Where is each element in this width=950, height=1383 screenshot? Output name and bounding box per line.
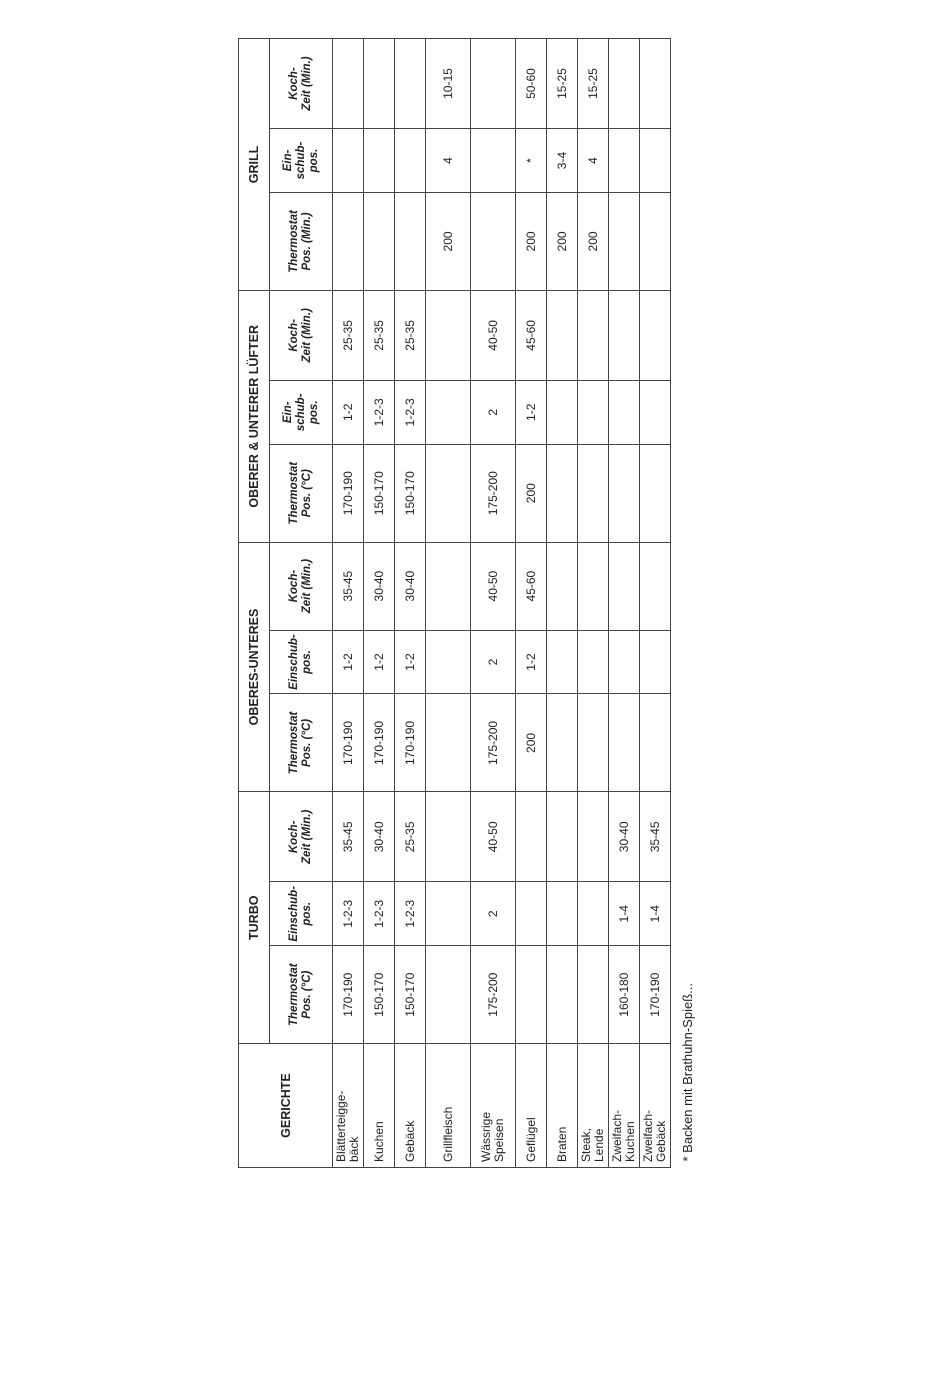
table-cell	[426, 542, 471, 630]
table-row	[547, 39, 578, 1168]
table-cell	[395, 129, 426, 193]
table-cell	[640, 39, 671, 129]
table-cell	[547, 792, 578, 882]
table-row	[426, 39, 471, 1168]
table-cell	[640, 694, 671, 792]
table-cell: 1-2-3	[364, 882, 395, 946]
oberes-unteres-einschub-header: Einschub- pos.	[270, 630, 333, 694]
cooking-table	[238, 38, 703, 1168]
dish-name-cell: Blätterteigge- bäck	[333, 1044, 364, 1168]
oberes-unteres-kochzeit-header: Koch- Zeit (Min.)	[270, 542, 333, 630]
table-cell	[426, 882, 471, 946]
table-cell	[578, 694, 609, 792]
table-cell: 1-2-3	[364, 380, 395, 444]
table-cell	[426, 792, 471, 882]
table-cell	[609, 542, 640, 630]
table-cell	[547, 380, 578, 444]
group-luefter: OBERER & UNTERER LÜFTER	[239, 290, 270, 542]
table-cell: 1-2	[333, 630, 364, 694]
luefter-thermostat-header: Thermostat Pos. (°C)	[270, 444, 333, 542]
dish-name-cell: Zweifach- Gebäck	[640, 1044, 671, 1168]
table-cell	[547, 946, 578, 1044]
table-row	[395, 39, 426, 1168]
table-cell	[333, 193, 364, 291]
table-cell	[471, 193, 516, 291]
turbo-thermostat-header: Thermostat Pos. (°C)	[270, 946, 333, 1044]
table-cell: 1-2	[516, 380, 547, 444]
table-cell	[640, 290, 671, 380]
table-cell	[609, 380, 640, 444]
table-cell: 2	[471, 882, 516, 946]
table-cell	[578, 946, 609, 1044]
table-cell: 170-190	[333, 946, 364, 1044]
dish-name-cell: Steak, Lende	[578, 1044, 609, 1168]
table-cell: 1-2	[364, 630, 395, 694]
table-cell	[547, 694, 578, 792]
group-header-row	[239, 39, 270, 1168]
table-cell	[395, 193, 426, 291]
table-cell: 150-170	[364, 946, 395, 1044]
table-cell: 1-2-3	[395, 882, 426, 946]
oberes-unteres-thermostat-header: Thermostat Pos. (°C)	[270, 694, 333, 792]
grill-einschub-header: Ein- schub- pos.	[270, 129, 333, 193]
table-cell: 40-50	[471, 290, 516, 380]
group-grill: GRILL	[239, 39, 270, 291]
table-cell: 150-170	[395, 444, 426, 542]
table-cell	[426, 290, 471, 380]
table-cell	[578, 380, 609, 444]
table-cell	[364, 129, 395, 193]
footnote-row	[671, 39, 704, 1168]
table-cell: 1-2-3	[333, 882, 364, 946]
table-cell	[578, 630, 609, 694]
table-cell: 15-25	[578, 39, 609, 129]
table-cell: 200	[426, 193, 471, 291]
turbo-kochzeit-header: Koch- Zeit (Min.)	[270, 792, 333, 882]
table-cell: 1-2-3	[395, 380, 426, 444]
table-cell: 25-35	[395, 792, 426, 882]
rotated-table-wrapper	[238, 38, 728, 1168]
table-cell	[364, 39, 395, 129]
table-cell	[333, 39, 364, 129]
table-cell: 30-40	[609, 792, 640, 882]
table-cell	[578, 444, 609, 542]
table-cell: 30-40	[364, 792, 395, 882]
turbo-einschub-header: Einschub- pos.	[270, 882, 333, 946]
sub-header-row	[270, 39, 333, 1168]
footnote: * Backen mit Brathuhn-Spieß...	[671, 39, 704, 1168]
table-cell: 35-45	[333, 542, 364, 630]
table-cell	[609, 193, 640, 291]
table-cell	[364, 193, 395, 291]
luefter-einschub-header: Ein- schub- pos.	[270, 380, 333, 444]
group-turbo: TURBO	[239, 792, 270, 1044]
table-cell: 25-35	[333, 290, 364, 380]
table-cell	[395, 39, 426, 129]
group-oberes-unteres: OBERES-UNTERES	[239, 542, 270, 792]
table-cell: 30-40	[395, 542, 426, 630]
table-cell	[426, 694, 471, 792]
table-cell	[516, 882, 547, 946]
table-cell	[426, 946, 471, 1044]
table-cell	[426, 444, 471, 542]
table-cell	[578, 882, 609, 946]
table-row	[333, 39, 364, 1168]
table-cell	[609, 290, 640, 380]
table-cell	[640, 129, 671, 193]
table-cell	[547, 542, 578, 630]
table-cell	[640, 542, 671, 630]
table-cell: 2	[471, 630, 516, 694]
table-cell	[471, 39, 516, 129]
gerichte-header: GERICHTE	[239, 1044, 333, 1168]
table-cell	[640, 193, 671, 291]
table-cell: 25-35	[364, 290, 395, 380]
table-cell	[547, 882, 578, 946]
table-cell	[609, 444, 640, 542]
table-cell: 170-190	[395, 694, 426, 792]
luefter-kochzeit-header: Koch- Zeit (Min.)	[270, 290, 333, 380]
table-cell: 200	[547, 193, 578, 291]
table-cell: 15-25	[547, 39, 578, 129]
table-cell: 150-170	[364, 444, 395, 542]
table-cell: 30-40	[364, 542, 395, 630]
table-cell: 170-190	[333, 694, 364, 792]
table-cell: 160-180	[609, 946, 640, 1044]
dish-name-cell: Zweifach- Kuchen	[609, 1044, 640, 1168]
grill-thermostat-header: Thermostat Pos. (Min.)	[270, 193, 333, 291]
table-cell: 200	[516, 193, 547, 291]
table-cell	[471, 129, 516, 193]
table-cell: 1-2	[395, 630, 426, 694]
table-cell: 2	[471, 380, 516, 444]
table-row	[364, 39, 395, 1168]
table-cell: 175-200	[471, 694, 516, 792]
table-cell: 200	[516, 444, 547, 542]
table-cell	[609, 129, 640, 193]
table-row	[516, 39, 547, 1168]
table-cell: 40-50	[471, 542, 516, 630]
dish-name-cell: Kuchen	[364, 1044, 395, 1168]
table-body	[333, 39, 671, 1168]
dish-name-cell: Braten	[547, 1044, 578, 1168]
table-cell	[426, 380, 471, 444]
table-cell	[609, 694, 640, 792]
table-row	[471, 39, 516, 1168]
table-cell: 1-4	[609, 882, 640, 946]
table-row	[609, 39, 640, 1168]
table-cell: 3-4	[547, 129, 578, 193]
table-cell: 1-4	[640, 882, 671, 946]
table-cell	[609, 39, 640, 129]
table-cell: 35-45	[640, 792, 671, 882]
table-cell	[516, 792, 547, 882]
table-cell: 170-190	[640, 946, 671, 1044]
table-cell	[640, 444, 671, 542]
dish-name-cell: Gebäck	[395, 1044, 426, 1168]
table-cell: 35-45	[333, 792, 364, 882]
table-cell: 150-170	[395, 946, 426, 1044]
table-cell: 200	[578, 193, 609, 291]
table-row	[640, 39, 671, 1168]
table-cell: 170-190	[364, 694, 395, 792]
table-cell: 175-200	[471, 946, 516, 1044]
table-cell	[640, 380, 671, 444]
table-cell: 4	[426, 129, 471, 193]
table-cell	[578, 792, 609, 882]
table-cell: 170-190	[333, 444, 364, 542]
table-cell: 4	[578, 129, 609, 193]
table-cell: 10-15	[426, 39, 471, 129]
table-cell: 175-200	[471, 444, 516, 542]
table-cell	[547, 630, 578, 694]
table-cell	[547, 290, 578, 380]
table-cell: 1-2	[516, 630, 547, 694]
grill-kochzeit-header: Koch- Zeit (Min.)	[270, 39, 333, 129]
table-cell: 1-2	[333, 380, 364, 444]
table-cell: 25-35	[395, 290, 426, 380]
table-cell: 50-60	[516, 39, 547, 129]
table-cell	[426, 630, 471, 694]
table-cell	[640, 630, 671, 694]
dish-name-cell: Geflügel	[516, 1044, 547, 1168]
table-cell: 45-60	[516, 290, 547, 380]
table-cell	[516, 946, 547, 1044]
table-cell: 40-50	[471, 792, 516, 882]
table-cell	[333, 129, 364, 193]
table-cell: 200	[516, 694, 547, 792]
table-cell	[578, 542, 609, 630]
table-cell	[578, 290, 609, 380]
dish-name-cell: Wässrige Speisen	[471, 1044, 516, 1168]
table-cell	[547, 444, 578, 542]
dish-name-cell: Grillfleisch	[426, 1044, 471, 1168]
cooking-table-container	[238, 38, 728, 1168]
table-cell	[609, 630, 640, 694]
table-cell: *	[516, 129, 547, 193]
table-row	[578, 39, 609, 1168]
table-cell: 45-60	[516, 542, 547, 630]
